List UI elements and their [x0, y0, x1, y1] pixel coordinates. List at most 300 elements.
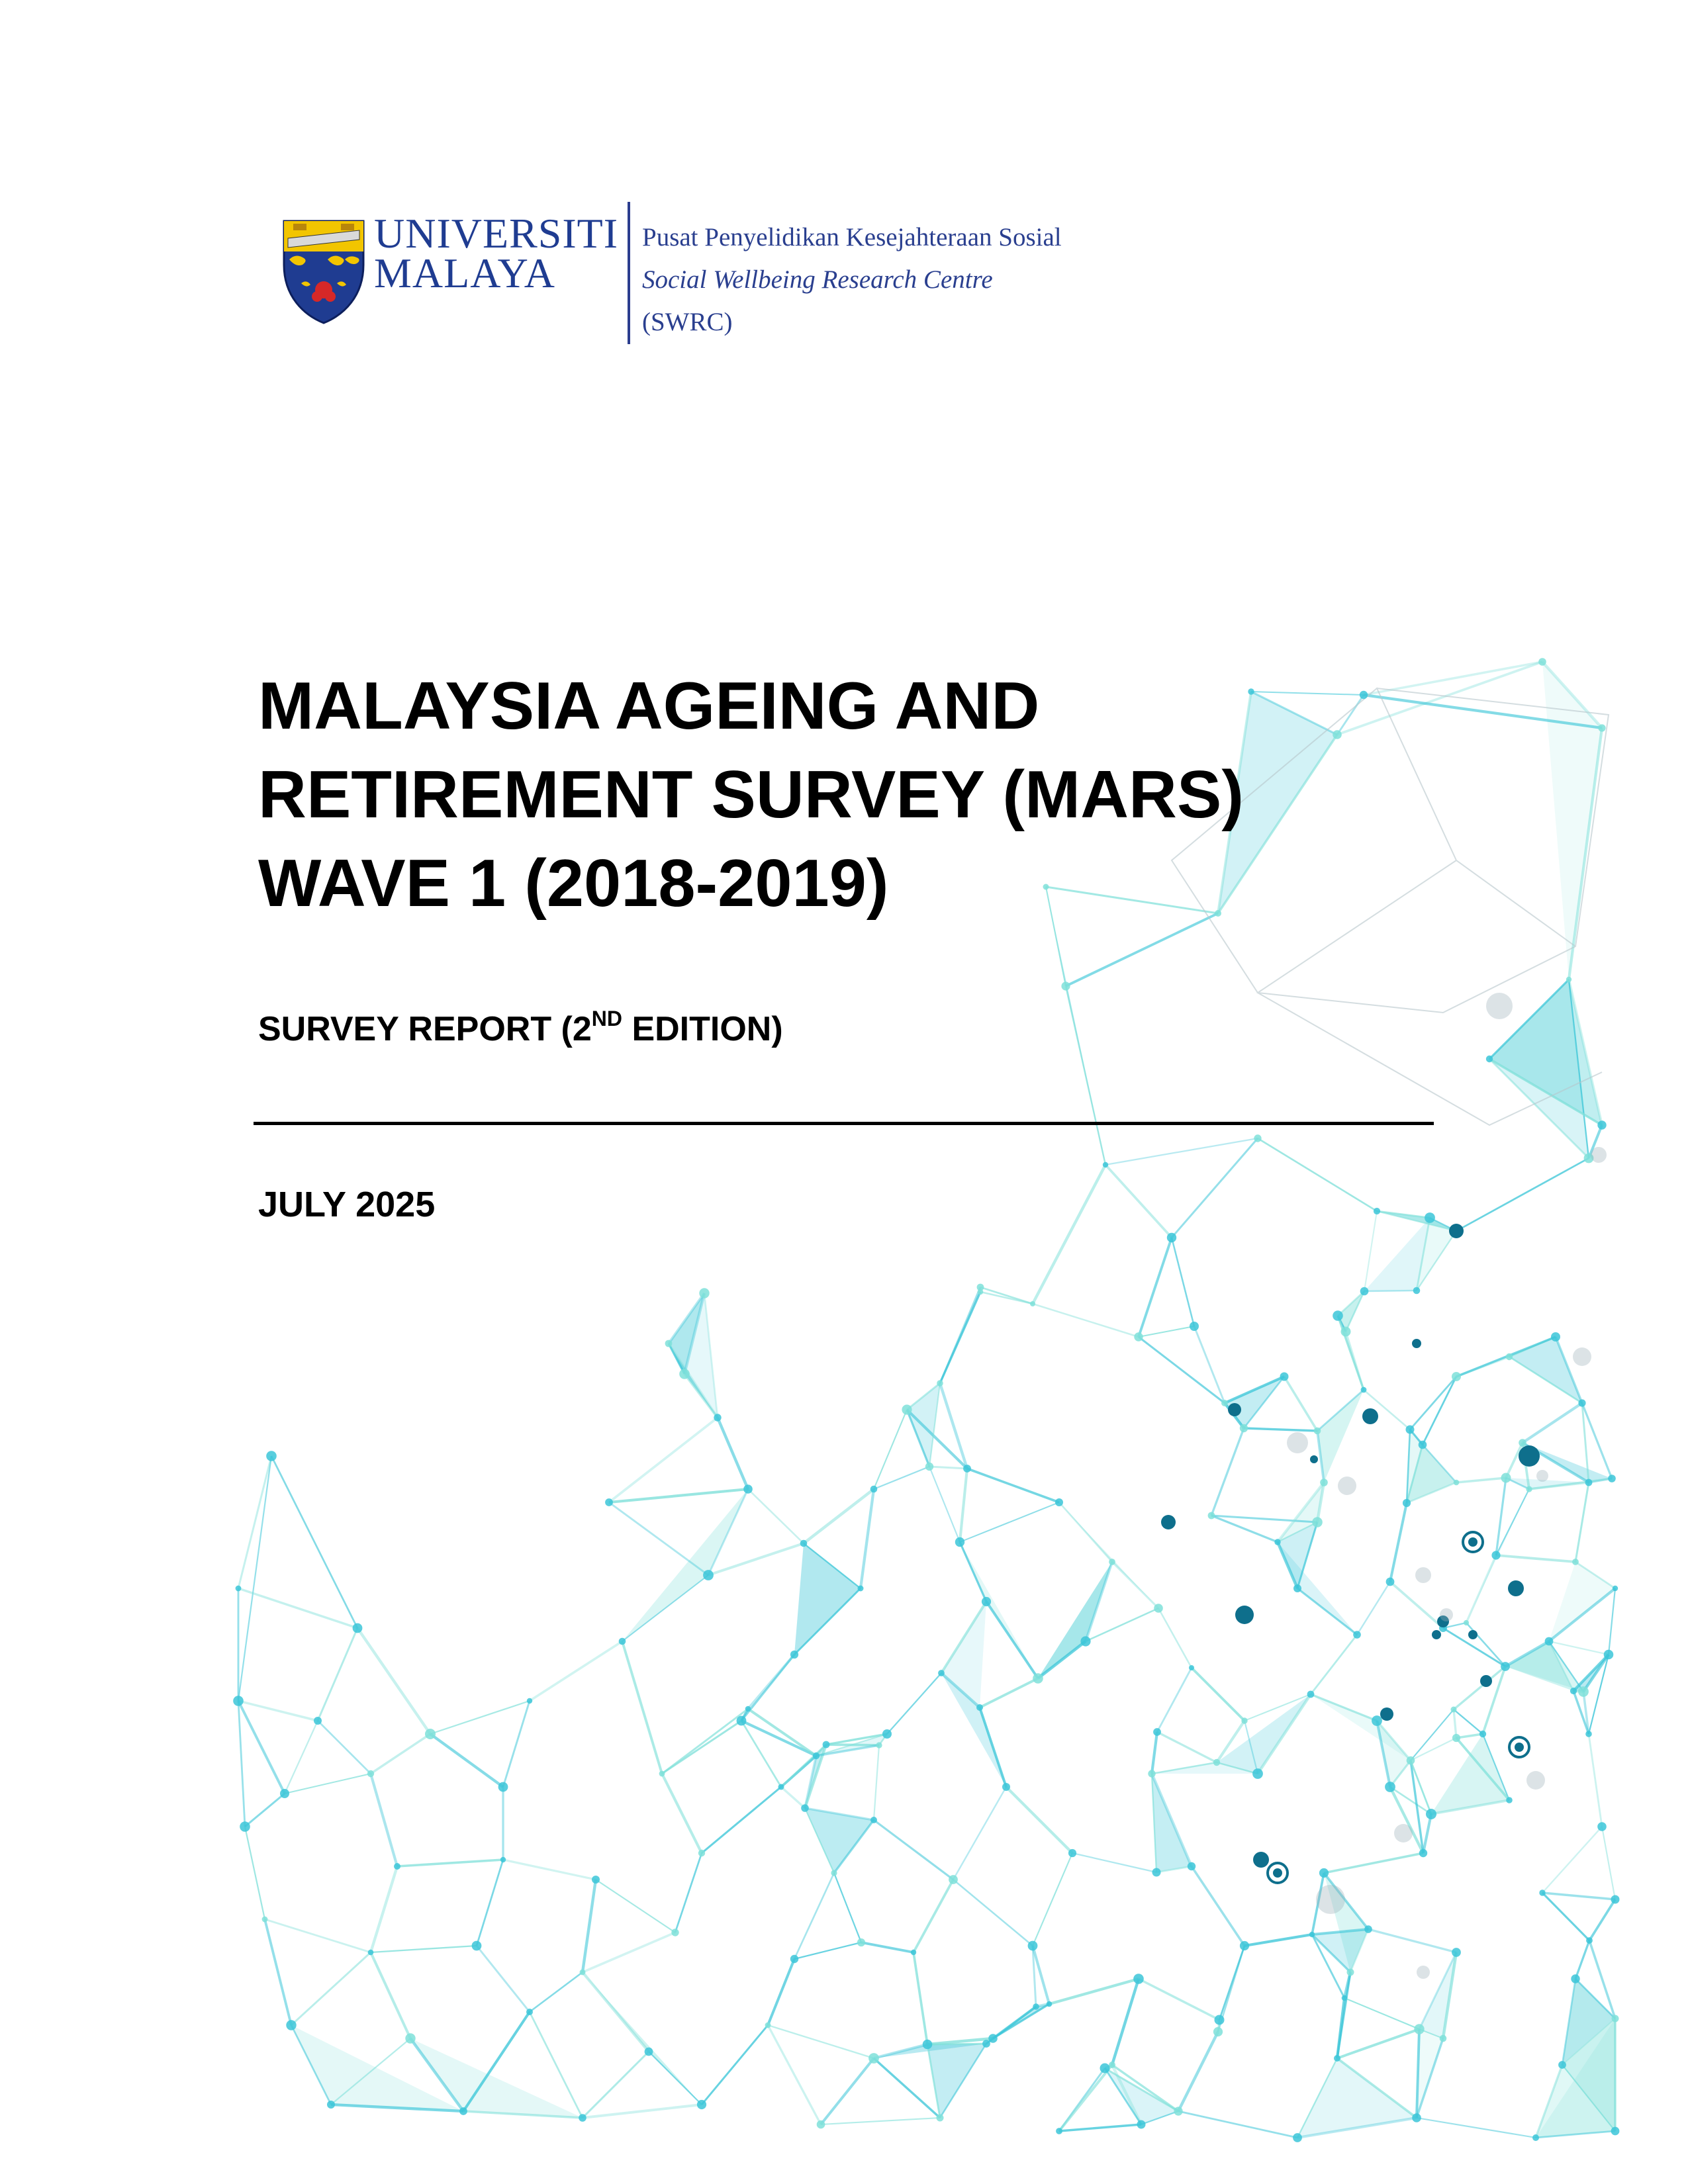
network-line	[265, 1919, 291, 2025]
network-line	[1411, 1709, 1454, 1760]
network-node	[1240, 1424, 1248, 1432]
network-node	[526, 2009, 533, 2015]
network-node	[923, 2040, 933, 2050]
network-accent-node	[1228, 1403, 1241, 1416]
network-line	[1105, 1165, 1172, 1238]
network-node	[1154, 1604, 1163, 1613]
network-node	[1342, 1995, 1348, 2001]
network-line	[1033, 1853, 1072, 1946]
network-line	[285, 1774, 371, 1794]
network-line	[1324, 1853, 1423, 1873]
network-faint-dot	[1316, 1885, 1345, 1914]
network-node	[1406, 1426, 1415, 1434]
network-node	[1152, 1868, 1161, 1877]
network-node	[823, 1741, 830, 1749]
network-line	[583, 1933, 675, 1972]
network-line	[285, 1721, 318, 1794]
network-facet	[1311, 1694, 1411, 1760]
network-faint-dot	[1440, 1608, 1453, 1621]
network-line	[622, 1575, 708, 1641]
network-node	[1047, 2001, 1053, 2007]
network-node	[1597, 1822, 1607, 1831]
network-node	[1293, 2133, 1302, 2142]
network-node	[1254, 1134, 1261, 1142]
network-node	[1419, 1849, 1427, 1857]
network-faint-dot	[1415, 1567, 1431, 1583]
network-node	[1213, 1759, 1220, 1766]
network-node	[1585, 1479, 1593, 1486]
network-line	[649, 2052, 702, 2105]
network-node	[368, 1950, 374, 1956]
report-title	[258, 662, 1244, 928]
network-node	[1486, 1056, 1493, 1062]
network-node	[813, 1752, 820, 1759]
network-line	[371, 1774, 397, 1866]
network-node	[1314, 1428, 1321, 1435]
network-node	[1153, 1728, 1161, 1736]
network-node	[868, 2053, 879, 2064]
network-node	[1312, 1517, 1323, 1527]
network-ring-center	[1273, 1868, 1282, 1878]
network-line	[980, 1678, 1038, 1707]
publication-date: JULY 2025	[258, 1185, 436, 1224]
network-line	[1542, 1893, 1615, 1899]
network-node	[1412, 2113, 1421, 2122]
network-node	[394, 1863, 400, 1870]
network-node	[1572, 1559, 1579, 1565]
network-line	[371, 1952, 410, 2038]
network-line	[887, 1673, 941, 1734]
network-line	[1086, 1608, 1158, 1641]
network-line	[1337, 662, 1542, 735]
network-node	[500, 1857, 506, 1862]
network-node	[236, 1586, 242, 1592]
network-line	[960, 1542, 986, 1602]
network-node	[902, 1404, 912, 1414]
network-accent-node	[1449, 1224, 1464, 1238]
network-line	[1390, 1503, 1407, 1582]
network-ring-center	[1468, 1537, 1477, 1547]
network-node	[1586, 1937, 1593, 1944]
network-node	[266, 1451, 277, 1461]
network-node	[697, 2100, 706, 2109]
network-line	[993, 2004, 1049, 2038]
network-line	[1139, 1326, 1194, 1337]
network-line	[1112, 1979, 1139, 2065]
network-node	[714, 1414, 721, 1421]
network-line	[1033, 1304, 1139, 1337]
network-line	[1112, 1562, 1158, 1608]
network-node	[665, 1340, 673, 1347]
network-node	[1061, 981, 1070, 990]
network-accent-node	[1235, 1606, 1254, 1624]
network-node	[1598, 724, 1605, 731]
network-node	[1585, 1731, 1592, 1737]
network-line	[1575, 1482, 1589, 1562]
network-accent-node	[1380, 1707, 1393, 1721]
network-line	[675, 1853, 702, 1933]
network-line	[371, 1734, 430, 1774]
network-line	[953, 1880, 1033, 1946]
network-line	[1105, 1138, 1258, 1165]
network-node	[790, 1651, 798, 1659]
university-crest-logo	[281, 218, 366, 324]
network-node	[1426, 1809, 1436, 1819]
network-line	[430, 1734, 503, 1787]
network-node	[1109, 2062, 1115, 2068]
network-line	[1139, 1979, 1219, 2020]
network-faint-dot	[1573, 1347, 1591, 1366]
network-line	[291, 1952, 371, 2025]
network-node	[619, 1638, 626, 1645]
network-ring-center	[1515, 1743, 1524, 1752]
network-node	[1538, 658, 1546, 666]
network-line	[861, 1942, 914, 1952]
network-facet	[927, 2044, 986, 2118]
network-line	[1066, 986, 1105, 1165]
network-line	[768, 2025, 821, 2124]
network-node	[1452, 1948, 1461, 1957]
network-line	[1417, 2118, 1536, 2138]
network-node	[1425, 1212, 1435, 1223]
network-line	[662, 1774, 702, 1853]
network-node	[1451, 1707, 1457, 1713]
network-node	[982, 1597, 991, 1606]
network-node	[592, 1876, 600, 1884]
network-node	[1100, 2064, 1110, 2073]
network-node	[800, 1540, 808, 1547]
network-node	[1407, 1756, 1415, 1765]
network-node	[1319, 1868, 1329, 1878]
network-line	[477, 1860, 503, 1946]
network-node	[1274, 1539, 1280, 1545]
network-node	[1208, 1512, 1215, 1520]
network-line	[1454, 1709, 1456, 1738]
network-node	[949, 1875, 958, 1884]
network-line	[821, 2118, 940, 2124]
network-node	[911, 1950, 916, 1955]
subtitle-suffix: EDITION)	[622, 1010, 783, 1048]
network-faint-dot	[1486, 993, 1513, 1019]
network-node	[1241, 1717, 1247, 1723]
network-node	[1280, 1373, 1289, 1381]
network-line	[929, 1467, 967, 1469]
network-line	[1549, 1641, 1609, 1655]
network-node	[925, 1463, 933, 1471]
network-node	[1385, 1782, 1395, 1792]
network-node	[1221, 1400, 1228, 1406]
network-line	[318, 1628, 357, 1721]
network-line	[1139, 1238, 1172, 1337]
network-node	[1374, 1208, 1380, 1214]
network-line	[238, 1701, 245, 1827]
network-node	[1386, 1578, 1395, 1586]
network-node	[1419, 1441, 1427, 1449]
network-line	[1158, 1608, 1192, 1668]
network-node	[1353, 1631, 1361, 1639]
network-node	[982, 2040, 990, 2048]
network-line	[1377, 1211, 1456, 1231]
network-faint-dot	[1287, 1432, 1308, 1453]
network-facet	[1297, 2058, 1417, 2138]
network-line	[1178, 2111, 1297, 2138]
network-line	[596, 1880, 675, 1933]
network-line	[1337, 2029, 1419, 2058]
network-node	[1578, 1686, 1589, 1697]
network-node	[831, 1870, 837, 1876]
network-line	[1364, 1211, 1377, 1291]
network-accent-node	[1161, 1515, 1176, 1529]
network-node	[1501, 1473, 1511, 1483]
network-node	[870, 1817, 877, 1823]
network-line	[967, 1469, 1059, 1502]
network-node	[1309, 1932, 1315, 1937]
network-line	[1357, 1582, 1390, 1635]
network-node	[1252, 1768, 1263, 1779]
network-line	[1172, 1238, 1194, 1326]
network-node	[1293, 1584, 1301, 1592]
network-line	[430, 1701, 530, 1734]
network-line	[1311, 1635, 1357, 1694]
network-line	[1523, 1403, 1582, 1443]
network-node	[1613, 1586, 1618, 1591]
network-line	[1589, 1899, 1615, 1940]
network-line	[245, 1794, 285, 1827]
network-node	[472, 1941, 482, 1951]
network-line	[702, 1787, 781, 1853]
network-line	[1575, 1940, 1589, 1979]
network-node	[1167, 1233, 1176, 1242]
network-faint-dot	[1591, 1147, 1607, 1163]
network-line	[1456, 1158, 1589, 1231]
network-line	[1344, 1998, 1419, 2029]
network-faint-dot	[1526, 1771, 1545, 1790]
network-facet	[1278, 1542, 1357, 1635]
network-line	[794, 1942, 861, 1959]
network-line	[804, 1489, 874, 1543]
network-line	[357, 1628, 430, 1734]
network-line	[980, 1287, 1033, 1304]
network-line	[1411, 1738, 1456, 1760]
network-line	[245, 1827, 265, 1919]
network-node	[876, 1742, 882, 1748]
network-node	[1464, 1620, 1469, 1625]
network-line	[1192, 1668, 1244, 1721]
network-line	[1602, 1827, 1615, 1899]
institution-header	[281, 202, 1142, 347]
university-name-line2: MALAYA	[374, 250, 555, 296]
network-line	[940, 1292, 980, 1383]
network-node	[1545, 1637, 1554, 1646]
network-line	[1172, 1138, 1258, 1238]
report-title-line1: MALAYSIA AGEING AND	[258, 669, 1040, 743]
network-node	[938, 1670, 945, 1676]
network-node	[790, 1955, 798, 1963]
network-node	[459, 2107, 467, 2115]
network-facet	[622, 1489, 748, 1641]
network-node	[1597, 1120, 1606, 1129]
network-line	[861, 1489, 874, 1588]
network-node	[1611, 2127, 1620, 2136]
network-node	[765, 2023, 771, 2028]
network-line	[960, 1502, 1059, 1542]
network-node	[1307, 1691, 1315, 1698]
network-node	[817, 2120, 825, 2129]
network-line	[1609, 1588, 1615, 1655]
network-line	[1244, 1428, 1317, 1431]
network-line	[960, 1469, 967, 1542]
network-node	[1189, 1665, 1194, 1670]
network-line	[1152, 1732, 1157, 1774]
network-line	[1284, 1377, 1317, 1431]
network-line	[583, 2105, 702, 2118]
network-node	[1056, 2128, 1062, 2134]
subtitle-prefix: SURVEY REPORT (2	[258, 1010, 592, 1048]
network-facet	[1105, 2068, 1178, 2124]
network-node	[1452, 1372, 1461, 1381]
network-accent-node	[1362, 1408, 1378, 1424]
network-line	[397, 1860, 503, 1866]
network-line	[1059, 2124, 1141, 2131]
centre-name-english: Social Wellbeing Research Centre	[642, 265, 993, 294]
network-node	[1403, 1499, 1411, 1507]
network-line	[371, 1946, 477, 1952]
network-node	[679, 1369, 690, 1379]
network-node	[1501, 1662, 1510, 1671]
network-node	[1320, 1479, 1328, 1486]
network-node	[1334, 2055, 1340, 2062]
network-node	[1506, 1353, 1513, 1360]
network-line	[609, 1418, 718, 1502]
network-node	[698, 1850, 705, 1856]
network-node	[1440, 2035, 1447, 2042]
network-node	[579, 2114, 586, 2122]
network-line	[1049, 1979, 1139, 2004]
network-line	[794, 1873, 834, 1959]
network-line	[530, 1641, 622, 1701]
network-node	[743, 1484, 753, 1494]
network-node	[1566, 977, 1571, 982]
centre-name-malay: Pusat Penyelidikan Kesejahteraan Sosial	[642, 223, 1062, 251]
network-node	[671, 1929, 679, 1936]
network-line	[1072, 1853, 1156, 1872]
network-line	[874, 2058, 940, 2118]
network-line	[914, 1952, 927, 2044]
network-node	[1413, 1287, 1421, 1295]
network-node	[1148, 1770, 1155, 1777]
network-line	[609, 1502, 708, 1575]
network-node	[1360, 1287, 1369, 1296]
network-faint-dot	[1338, 1477, 1356, 1495]
network-node	[870, 1486, 878, 1493]
network-node	[1033, 1673, 1043, 1684]
network-line	[914, 1880, 953, 1952]
report-title-line3: WAVE 1 (2018-2019)	[258, 846, 889, 921]
network-line	[622, 1641, 662, 1774]
network-line	[1178, 2032, 1218, 2111]
network-node	[262, 1917, 268, 1923]
network-node	[1479, 1731, 1486, 1737]
network-node	[857, 1938, 865, 1946]
network-line	[953, 1787, 1006, 1880]
network-line	[1542, 1893, 1589, 1940]
network-node	[527, 1698, 532, 1704]
centre-abbreviation: (SWRC)	[642, 308, 733, 336]
network-node	[1341, 1327, 1351, 1337]
network-line	[503, 1701, 530, 1787]
network-line	[271, 1456, 357, 1628]
network-node	[1055, 1498, 1063, 1506]
network-node	[240, 1821, 250, 1832]
network-facet	[1549, 1562, 1615, 1641]
network-line	[238, 1456, 271, 1701]
network-node	[353, 1623, 363, 1633]
network-line	[238, 1456, 271, 1588]
network-node	[703, 1570, 714, 1580]
network-node	[405, 2033, 415, 2043]
network-node	[1137, 2120, 1146, 2129]
network-line	[662, 1709, 748, 1774]
network-node	[1068, 1849, 1076, 1857]
network-facet	[1317, 1390, 1364, 1482]
network-line	[1157, 1668, 1192, 1732]
network-node	[1240, 1941, 1249, 1950]
network-faint-dot	[1536, 1470, 1548, 1482]
network-line	[1006, 1787, 1072, 1853]
network-node	[1558, 2061, 1566, 2069]
network-line	[1496, 1478, 1506, 1555]
network-node	[1570, 1688, 1577, 1694]
network-node	[1571, 1974, 1579, 1983]
network-node	[1333, 730, 1342, 739]
network-node	[1491, 1551, 1500, 1559]
network-node	[1190, 1322, 1199, 1331]
network-node	[1033, 2003, 1039, 2010]
network-line	[318, 1721, 371, 1774]
network-line	[1466, 1555, 1496, 1623]
network-line	[1338, 1316, 1364, 1390]
network-line	[1059, 2065, 1112, 2131]
network-node	[314, 1717, 322, 1725]
network-line	[702, 2025, 768, 2105]
network-node	[1578, 1399, 1585, 1406]
network-accent-node	[1519, 1445, 1540, 1467]
network-line	[768, 1959, 794, 2025]
network-node	[1361, 1387, 1367, 1393]
network-line	[1033, 1165, 1105, 1304]
network-node	[955, 1537, 964, 1547]
network-node	[1532, 2134, 1539, 2141]
network-line	[238, 1701, 318, 1721]
network-node	[1002, 1783, 1010, 1791]
network-node	[1454, 1480, 1460, 1486]
network-line	[1423, 1814, 1431, 1853]
network-node	[778, 1784, 784, 1790]
network-line	[583, 2052, 649, 2118]
network-node	[286, 2020, 296, 2030]
network-node	[1372, 1715, 1382, 1726]
network-node	[1333, 1310, 1343, 1321]
network-node	[882, 1729, 892, 1739]
network-line	[1390, 1582, 1443, 1628]
network-line	[874, 1820, 953, 1880]
network-line	[1496, 1555, 1575, 1562]
network-node	[988, 2034, 998, 2043]
network-line	[477, 1946, 530, 2012]
network-node	[425, 1729, 436, 1739]
network-accent-node	[1508, 1580, 1524, 1596]
network-node	[367, 1770, 374, 1777]
